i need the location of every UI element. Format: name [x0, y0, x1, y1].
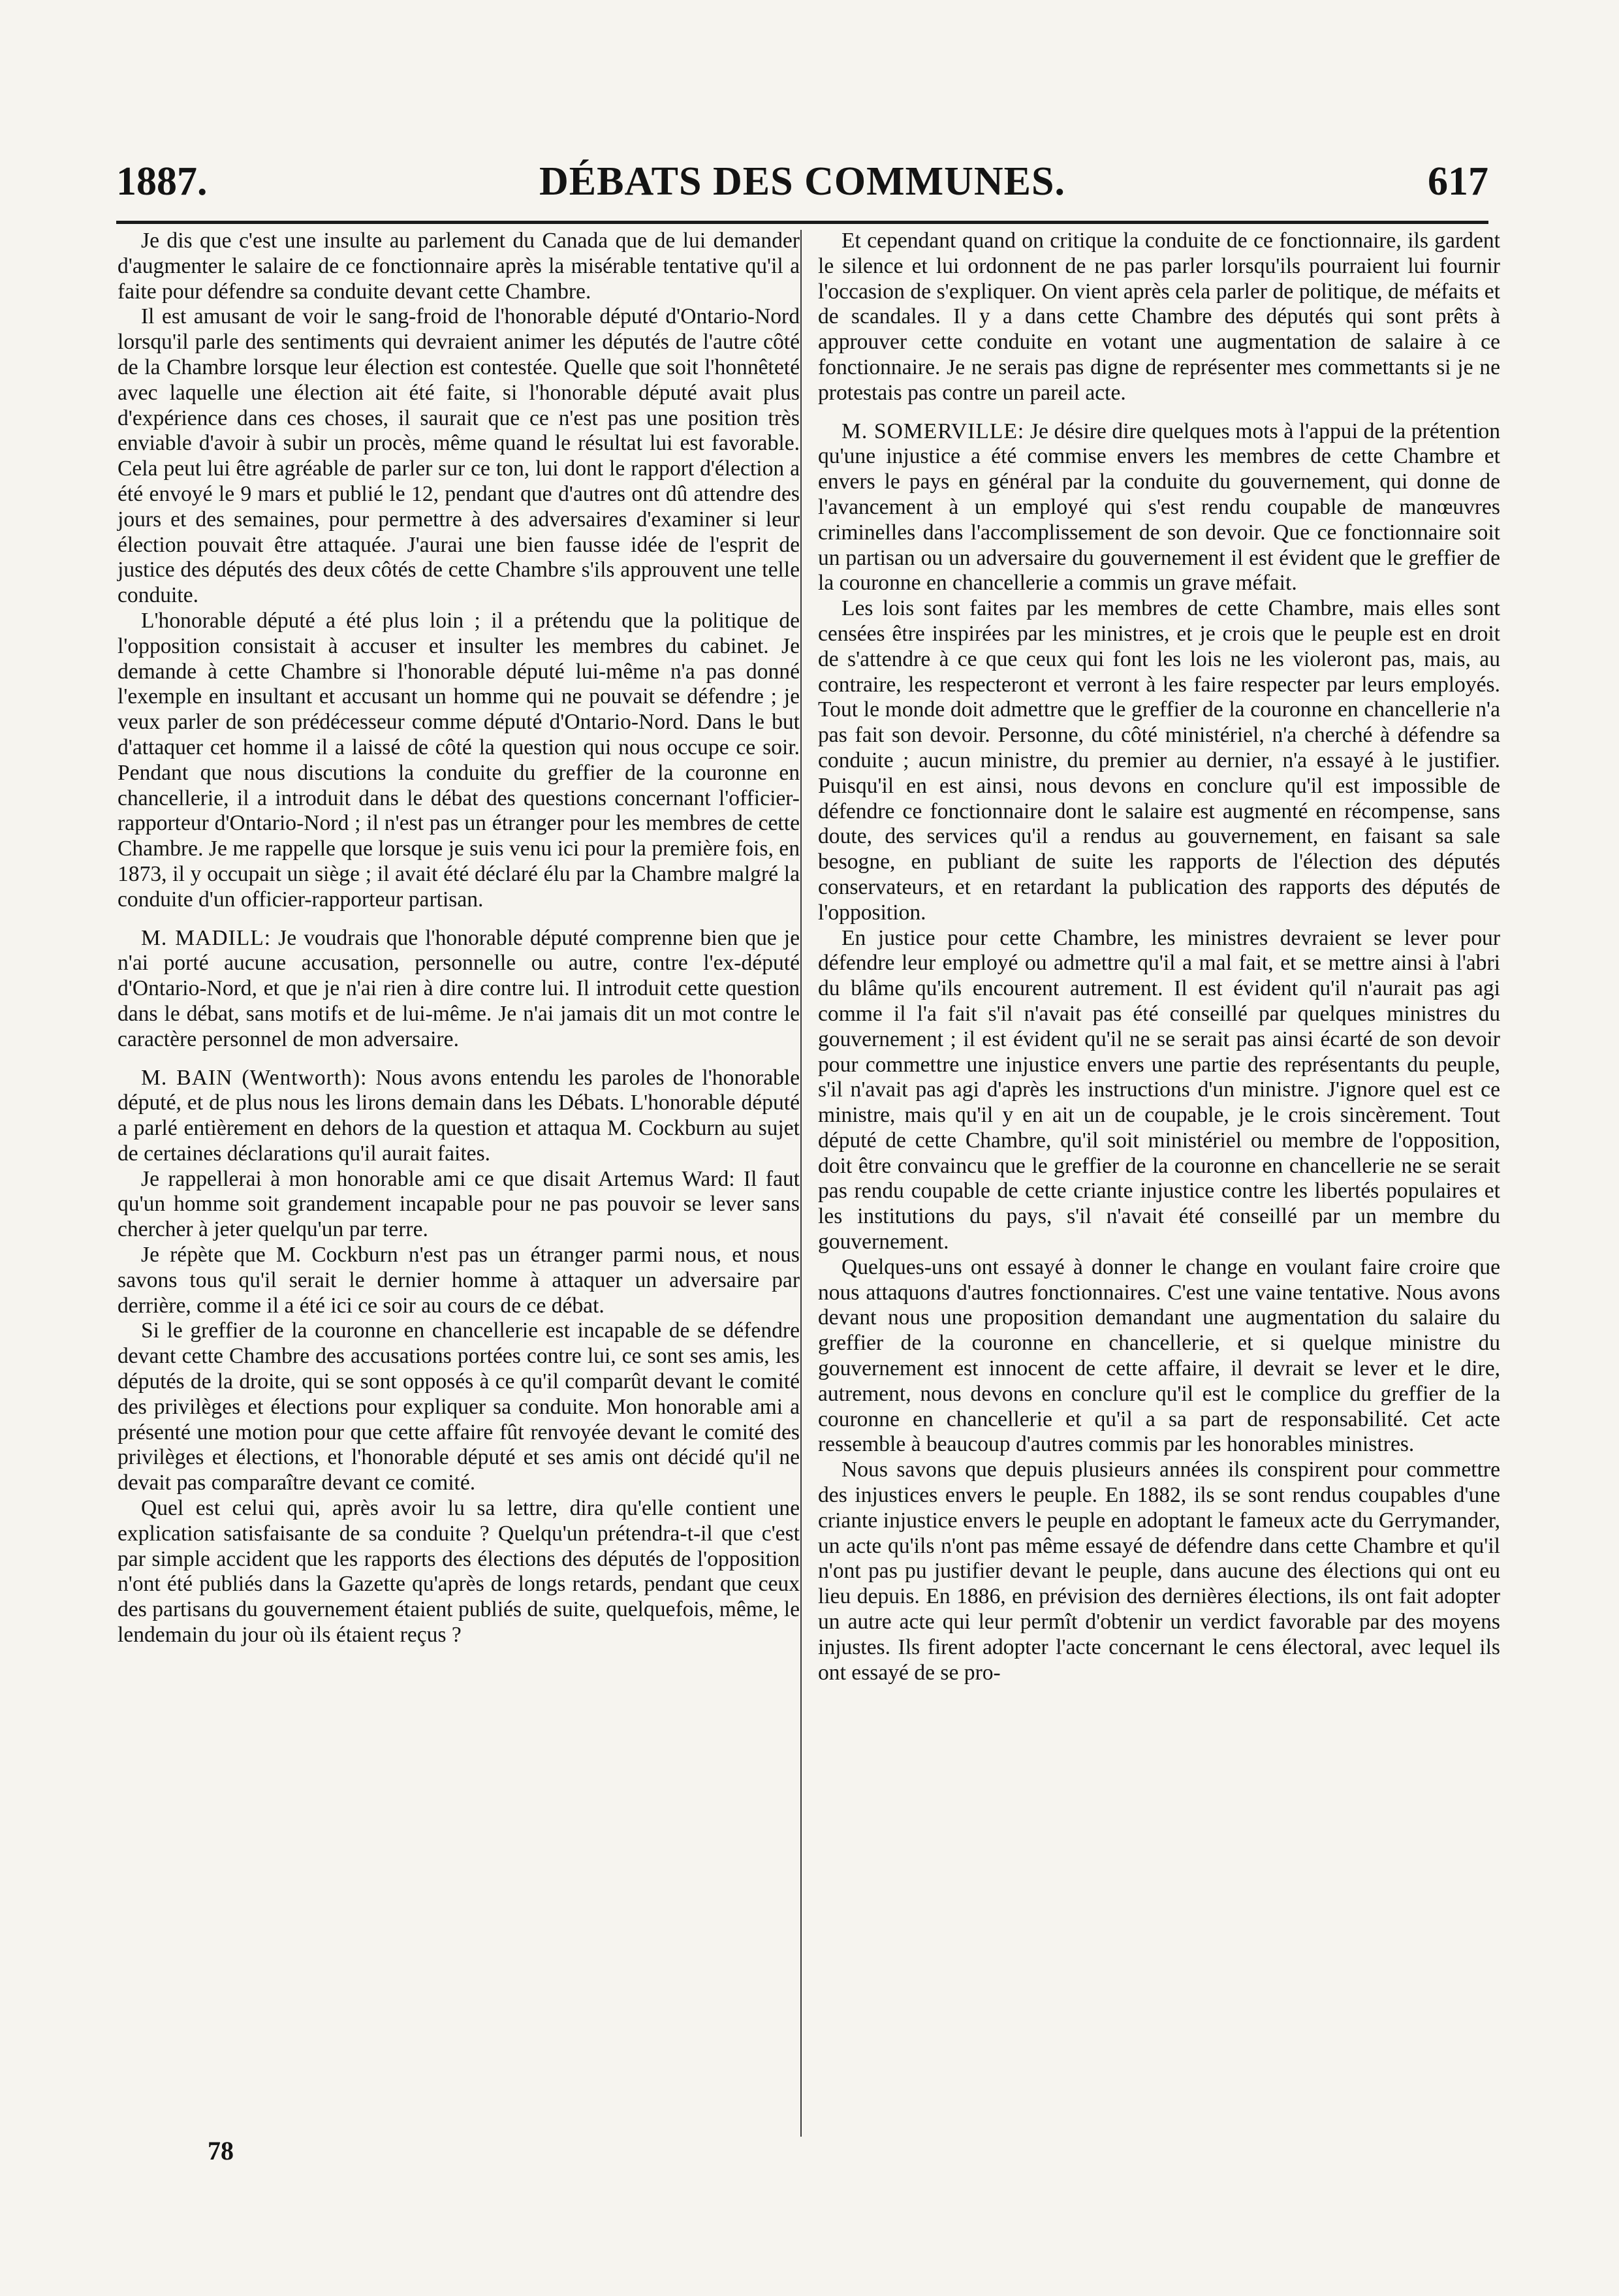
speaker-name: M. SOMERVILLE:: [841, 419, 1025, 443]
page-number: 617: [1428, 159, 1488, 204]
paragraph: [118, 926, 800, 1053]
paragraph-text: L'honorable député a été plus loin ; il a prétendu que la politique de l'opposition consistait à accuser et insulter les membres du cabinet. Je demande à cette Chambre si l'honorable député lui-même n'a pas donné l'exemple en insultant et accusant un homme qui ne pouvait se défendre ; je veux parler de son prédécesseur comme député d'Ontario-Nord. Dans le but d'attaquer cet homme il a laissé de côté la question qui nous occupe ce soir. Pendant que nous discutions la conduite du greffier de la couronne en chancellerie, il a introduit dans le débat des questions concernant l'officier-rapporteur d'Ontario-Nord ; il n'est pas un étranger pour les membres de cette Chambre. Je me rappelle que lorsque je suis venu ici pour la première fois, en 1873, il y occupait un siège ; il avait été déclaré élu par la Chambre malgré la conduite d'un officier-rapporteur partisan.: [118, 608, 800, 912]
paragraph-text: En justice pour cette Chambre, les ministres devraient se lever pour défendre leur employé ou admettre qu'il a mal fait, et se mettre ainsi à l'abri du blâme qu'ils encourent autrement. Il est évident qu'il n'aurait pas agi comme il l'a fait s'il n'avait pas été conseillé par quelques ministres du gouvernement ; il est évident qu'il ne se serait pas ainsi écarté de son devoir pour commettre une injustice envers une partie des représentants du peuple, s'il n'avait pas agi d'après les instructions d'un ministre. J'ignore quel est ce ministre, mais qu'il y en ait un de coupable, je le crois sincèrement. Tout député de cette Chambre, qu'il soit ministériel ou membre de l'opposition, doit être convaincu que le greffier de la couronne en chancellerie ne se serait pas rendu coupable de cette criante injustice contre les libertés populaires et les institutions du pays, s'il n'avait été conseillé par un membre du gouvernement.: [818, 925, 1500, 1254]
paragraph: [818, 926, 1500, 1255]
paragraph-text: Il est amusant de voir le sang-froid de l'honorable député d'Ontario-Nord lorsqu'il parle des sentiments qui devraient animer les députés de l'autre côté de la Chambre lorsque leur élection est contestée. Quelle que soit l'honnêteté avec laquelle une élection ait été faite, si l'honorable député avait plus d'expérience dans ces choses, il saurait que ce n'est pas une position très enviable d'avoir à subir un procès, même quand le résultat lui est favorable. Cela peut lui être agréable de parler sur ce ton, lui dont le rapport d'élection a été envoyé le 9 mars et publié le 12, pendant que d'autres ont dû attendre des jours et des semaines, pour permettre à des adversaires d'examiner si leur élection pouvait être attaquée. J'aurai une bien fausse idée de l'esprit de justice des députés des deux côtés de cette Chambre s'ils approuvent une telle conduite.: [118, 304, 800, 608]
paragraph: [118, 1243, 800, 1318]
column-separator: [800, 230, 802, 2137]
paragraph-text: Je répète que M. Cockburn n'est pas un étranger parmi nous, et nous savons tous qu'il serait le dernier homme à attaquer un adversaire par derrière, comme il a été ici ce soir au cours de ce débat.: [118, 1243, 800, 1318]
speaker-name: M. MADILL:: [141, 925, 272, 950]
paragraph: [118, 1066, 800, 1167]
paragraph: [118, 1167, 800, 1243]
paragraph: [118, 1318, 800, 1496]
header-year: 1887.: [116, 159, 208, 204]
running-header: [116, 155, 1488, 208]
paragraph: [118, 609, 800, 913]
left-column: [118, 229, 800, 1648]
paragraph: [118, 1496, 800, 1648]
paragraph-text: Nous savons que depuis plusieurs années ils conspirent pour commettre des injustices envers le peuple. En 1882, ils se sont rendus coupables d'une criante injustice envers le peuple en adoptant le fameux acte du Gerrymander, un acte qu'ils n'ont pas même essayé de défendre dans cette Chambre et qu'il n'ont pas pu justifier devant le peuple, dans aucune des élections qui ont eu lieu depuis. En 1886, en prévision des dernières élections, ils ont fait adopter un autre acte qui leur permît d'obtenir un verdict favorable par des moyens injustes. Ils firent adopter l'acte concernant le cens électoral, avec lequel ils ont essayé de se pro-: [818, 1458, 1500, 1685]
paragraph: [818, 1458, 1500, 1685]
speaker-name: M. BAIN (Wentworth):: [141, 1065, 368, 1090]
paragraph-text: Je désire dire quelques mots à l'appui de la prétention qu'une injustice a été commise envers les membres de cette Chambre et envers le pays en général par la conduite du gouvernement, qui donne de l'avancement à un employé qui s'est rendu coupable de manœuvres criminelles dans l'accomplissement de son devoir. Que ce fonctionnaire soit un partisan ou un adversaire du gouvernement il est évident que le greffier de la couronne en chancellerie a commis un grave méfait.: [818, 419, 1500, 596]
paragraph-text: Je dis que c'est une insulte au parlement du Canada que de lui demander d'augmenter le salaire de ce fonctionnaire après la misérable tentative qu'il a faite pour défendre sa conduite devant cette Chambre.: [118, 229, 800, 304]
paragraph-text: Si le greffier de la couronne en chancellerie est incapable de se défendre devant cette Chambre des accusations portées contre lui, ce sont ses amis, les députés de la droite, qui se sont opposés à ce qu'il comparût devant le comité des privilèges et élections pour expliquer sa conduite. Mon honorable ami a présenté une motion pour que cette affaire fût renvoyée devant le comité des privilèges et élections, et l'honorable député et ses amis ont décidé qu'il ne devait pas comparaître devant ce comité.: [118, 1318, 800, 1495]
signature-mark: 78: [208, 2136, 234, 2165]
paragraph: [818, 419, 1500, 597]
paragraph: [118, 304, 800, 609]
journal-title: DÉBATS DES COMMUNES.: [539, 159, 1066, 204]
right-column: [818, 229, 1500, 1685]
header-rule: [116, 221, 1488, 224]
paragraph: [818, 1255, 1500, 1458]
paragraph: [818, 229, 1500, 406]
paragraph-text: Je voudrais que l'honorable député comprenne bien que je n'ai porté aucune accusation, personnelle ou autre, contre l'ex-député d'Ontario-Nord, et que je n'ai rien à dire contre lui. Il introduit cette question dans le débat, sans motifs et de lui-même. Je n'ai jamais dit un mot contre le caractère personnel de mon adversaire.: [118, 925, 800, 1051]
paragraph-text: Et cependant quand on critique la conduite de ce fonctionnaire, ils gardent le silence et lui ordonnent de ne pas parler lorsqu'ils pourraient lui fournir l'occasion de s'expliquer. On vient après cela parler de politique, de méfaits et de scandales. Il y a dans cette Chambre des députés qui sont prêts à approuver cette conduite en votant une augmentation de salaire à ce fonctionnaire. Je ne serais pas digne de représenter mes commettants si je ne protestais pas contre un pareil acte.: [818, 229, 1500, 405]
paragraph-text: Les lois sont faites par les membres de cette Chambre, mais elles sont censées être inspirées par les ministres, et je crois que le peuple est en droit de s'attendre à ce que ceux qui font les lois ne les violeront pas, mais, au contraire, les respecteront et verront à les faire respecter par leurs employés. Tout le monde doit admettre que le greffier de la couronne en chancellerie n'a pas fait son devoir. Personne, du côté ministériel, n'a cherché à défendre sa conduite ; aucun ministre, du premier au dernier, n'a essayé à le justifier. Puisqu'il en est ainsi, nous devons en conclure qu'il est impossible de défendre ce fonctionnaire dont le salaire est augmenté en récompense, sans doute, des services qu'il a rendus au gouvernement, en faisant sa sale besogne, en publiant de suite les rapports de l'élection des députés conservateurs, et en retardant la publication des rapports des députés de l'opposition.: [818, 596, 1500, 925]
paragraph-text: Nous avons entendu les paroles de l'honorable député, et de plus nous les lirons demain dans les Débats. L'honorable député a parlé entièrement en dehors de la question et attaqua M. Cockburn au sujet de certaines déclarations qu'il aurait faites.: [118, 1065, 800, 1166]
paragraph: [818, 596, 1500, 925]
paragraph-text: Quel est celui qui, après avoir lu sa lettre, dira qu'elle contient une explication satisfaisante de sa conduite ? Quelqu'un prétendra-t-il que c'est par simple accident que les rapports des élections des députés de l'opposition n'ont été publiés dans la Gazette qu'après de longs retards, pendant que ceux des partisans du gouvernement étaient publiés de suite, quelquefois, même, le lendemain du jour où ils étaient reçus ?: [118, 1496, 800, 1648]
paragraph-text: Quelques-uns ont essayé à donner le change en voulant faire croire que nous attaquons d'autres fonctionnaires. C'est une vaine tentative. Nous avons devant nous une proposition demandant une augmentation du salaire du greffier de la couronne en chancellerie, et si quelque ministre du gouvernement est innocent de cette affaire, il devrait se lever et le dire, autrement, nous devons en conclure qu'il est le complice du greffier de la couronne en chancellerie et qu'il a sa part de responsabilité. Cet acte ressemble à beaucoup d'autres commis par les honorables ministres.: [818, 1254, 1500, 1457]
paragraph: [118, 229, 800, 304]
paragraph-text: Je rappellerai à mon honorable ami ce que disait Artemus Ward: Il faut qu'un homme soit grandement incapable pour ne pas pouvoir se lever sans chercher à jeter quelqu'un par terre.: [118, 1166, 800, 1242]
